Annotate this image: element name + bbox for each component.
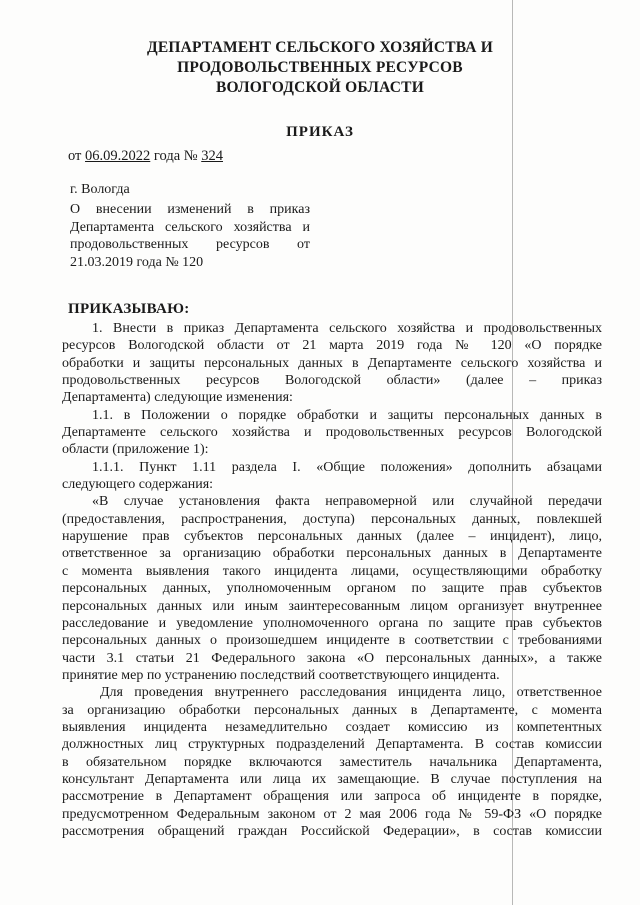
order-subject xyxy=(70,201,310,271)
body-line: рассмотрения обращений граждан Российской Федерации», в состав комиссии xyxy=(62,823,602,839)
department-header xyxy=(0,38,640,98)
body-line: предусмотренном Федеральным законом от 2 мая 2006 года № 59-ФЗ «О порядке xyxy=(62,806,602,822)
document-type-title: ПРИКАЗ xyxy=(286,124,354,140)
body-line: обработки и защиты персональных данных в Департаменте сельского хозяйства и xyxy=(62,355,602,371)
order-date: 06.09.2022 xyxy=(85,148,151,164)
order-body xyxy=(62,320,602,840)
body-line: с момента выявления такого инцидента лицами, осуществляющими обработку xyxy=(62,563,602,579)
body-line: расследование и уведомление уполномоченного органа по защите прав субъектов xyxy=(62,615,602,631)
body-line: 1. Внести в приказ Департамента сельского хозяйства и продовольственных xyxy=(92,321,602,336)
body-line: ответственное за организацию обработки персональных данных в Департаменте xyxy=(62,546,602,562)
body-line: персональных данных, уполномоченным органом по защите прав субъектов xyxy=(62,581,602,597)
body-line: ресурсов Вологодской области от 21 марта 2019 года № 120 «О порядке xyxy=(62,338,602,354)
order-middle: года № xyxy=(153,148,198,164)
order-number: 324 xyxy=(201,148,223,164)
body-line: Департаменте сельского хозяйства и продовольственных ресурсов Вологодской xyxy=(62,425,602,441)
body-line: в обязательном порядке включаются заместитель начальника Департамента, xyxy=(62,754,602,770)
body-line: нарушение прав субъектов персональных данных (далее – инцидент), лицо, xyxy=(62,529,602,545)
body-line: части 3.1 статьи 21 Федерального закона «О персональных данных», а также xyxy=(62,650,602,666)
body-line: принятие мер по устранению последствий соответствующего инцидента. xyxy=(62,667,500,683)
body-line: Для проведения внутреннего расследования инцидента лицо, ответственное xyxy=(100,685,602,701)
city: г. Вологда xyxy=(70,182,130,197)
order-date-number xyxy=(68,148,223,165)
body-line: (предоставления, распространения, доступа) персональных данных, повлекшей xyxy=(62,511,602,527)
body-line: должностных лиц структурных подразделений Департамента. В состав комиссии xyxy=(62,737,602,753)
body-line: продовольственных ресурсов Вологодской области» (далее – приказ xyxy=(62,373,602,389)
body-line: рассмотрение в Департамент обращения или запроса об инциденте в порядке, xyxy=(62,789,602,805)
body-line: 1.1.1. Пункт 1.11 раздела I. «Общие положения» дополнить абзацами xyxy=(92,459,602,475)
body-line: следующего содержания: xyxy=(62,477,214,493)
body-line: персональных данных или иным заинтересованным лицом организует внутреннее xyxy=(62,598,602,614)
department-line-3: ВОЛОГОДСКОЙ ОБЛАСТИ xyxy=(216,79,424,96)
subject-line: 21.03.2019 года № 120 xyxy=(70,254,204,270)
department-line-2: ПРОДОВОЛЬСТВЕННЫХ РЕСУРСОВ xyxy=(177,59,463,76)
subject-line: Департамента сельского хозяйства и xyxy=(70,219,310,235)
body-line: «В случае установления факта неправомерной или случайной передачи xyxy=(92,494,602,510)
body-line: консультант Департамента или лица их замещающие. В случае поступления на xyxy=(62,771,602,787)
department-line-1: ДЕПАРТАМЕНТ СЕЛЬСКОГО ХОЗЯЙСТВА И xyxy=(146,39,494,56)
body-line: 1.1. в Положении о порядке обработки и защиты персональных данных в xyxy=(92,407,602,423)
body-line: за организацию обработки персональных данных в Департаменте, с момента xyxy=(62,702,602,718)
subject-line: О внесении изменений в приказ xyxy=(70,202,310,217)
subject-line: продовольственных ресурсов от xyxy=(70,237,310,253)
directive-heading: ПРИКАЗЫВАЮ: xyxy=(68,301,190,317)
order-prefix: от xyxy=(68,148,82,164)
body-line: Департамента) следующие изменения: xyxy=(62,390,293,406)
body-line: области (приложение 1): xyxy=(62,442,209,458)
body-line: выявления инцидента незамедлительно создает комиссию из компетентных xyxy=(62,719,602,735)
body-line: персональных данных о произошедшем инциденте в соответствии с требованиями xyxy=(62,633,602,649)
